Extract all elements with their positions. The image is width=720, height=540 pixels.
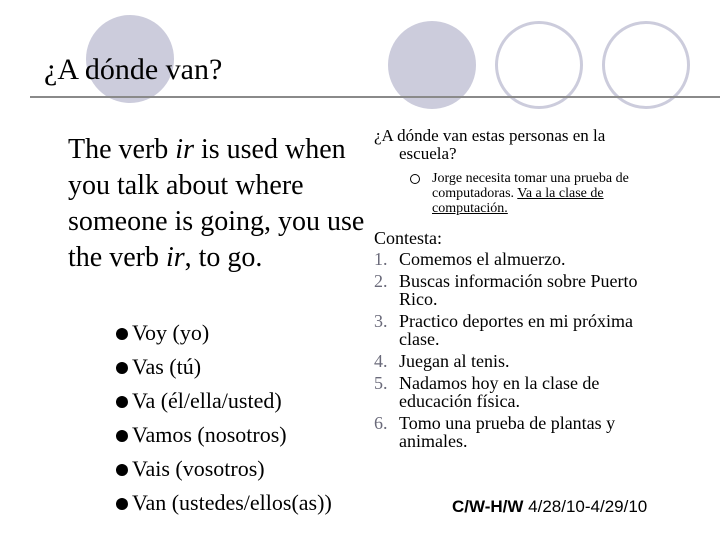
exercise-item — [374, 352, 674, 370]
hollow-bullet-icon — [410, 174, 420, 184]
intro-text-2: is used when you talk about where someone is going, you use the verb — [68, 134, 365, 273]
title-divider — [30, 96, 720, 98]
conjugation-item: Vais (vosotros) — [118, 452, 378, 486]
intro-verb-1: ir — [175, 134, 194, 165]
item-text: Buscas información sobre Puerto Rico. — [399, 271, 638, 309]
conjugation-list — [118, 316, 378, 520]
item-text: Practico deportes en mi próxima clase. — [399, 311, 633, 349]
intro-text-3: , to go. — [184, 242, 263, 273]
conjugation-item: Voy (yo) — [118, 316, 378, 350]
exercise-item — [374, 312, 674, 348]
item-number: 3. — [374, 311, 388, 331]
exercise-item — [374, 414, 674, 450]
exercise-item — [374, 250, 674, 268]
conjugation-item: Vas (tú) — [118, 350, 378, 384]
question-line-2: escuela? — [399, 144, 457, 163]
item-text: Nadamos hoy en la clase de educación física. — [399, 373, 600, 411]
intro-verb-2: ir — [165, 242, 185, 273]
item-number: 5. — [374, 373, 388, 393]
exercise-list — [374, 250, 674, 454]
intro-text-1: The verb — [68, 134, 176, 165]
item-number: 6. — [374, 413, 388, 433]
exercise-question — [374, 127, 694, 163]
conjugation-item: Van (ustedes/ellos(as)) — [118, 486, 378, 520]
example-prompt: Jorge necesita tomar una prueba de computadoras. — [432, 171, 629, 201]
item-number: 2. — [374, 271, 388, 291]
item-number: 4. — [374, 351, 388, 371]
footer-note — [452, 497, 647, 517]
contesta-label: Contesta: — [374, 228, 442, 248]
conjugation-item: Va (él/ella/usted) — [118, 384, 378, 418]
item-text: Tomo una prueba de plantas y animales. — [399, 413, 616, 451]
example-answer: Va a la clase de computación. — [432, 186, 604, 216]
item-text: Comemos el almuerzo. — [399, 249, 566, 269]
intro-paragraph — [68, 132, 368, 276]
example-item — [410, 171, 650, 216]
page-title: ¿A dónde van? — [44, 53, 223, 86]
exercise-item — [374, 374, 674, 410]
item-number: 1. — [374, 249, 388, 269]
example-text — [410, 171, 650, 216]
item-text: Juegan al tenis. — [399, 351, 510, 371]
question-line-1: ¿A dónde van estas personas en la — [374, 126, 606, 145]
conjugation-item: Vamos (nosotros) — [118, 418, 378, 452]
footer-code: C/W-H/W — [452, 497, 524, 516]
exercise-item — [374, 272, 674, 308]
footer-dates: 4/28/10-4/29/10 — [523, 497, 648, 516]
